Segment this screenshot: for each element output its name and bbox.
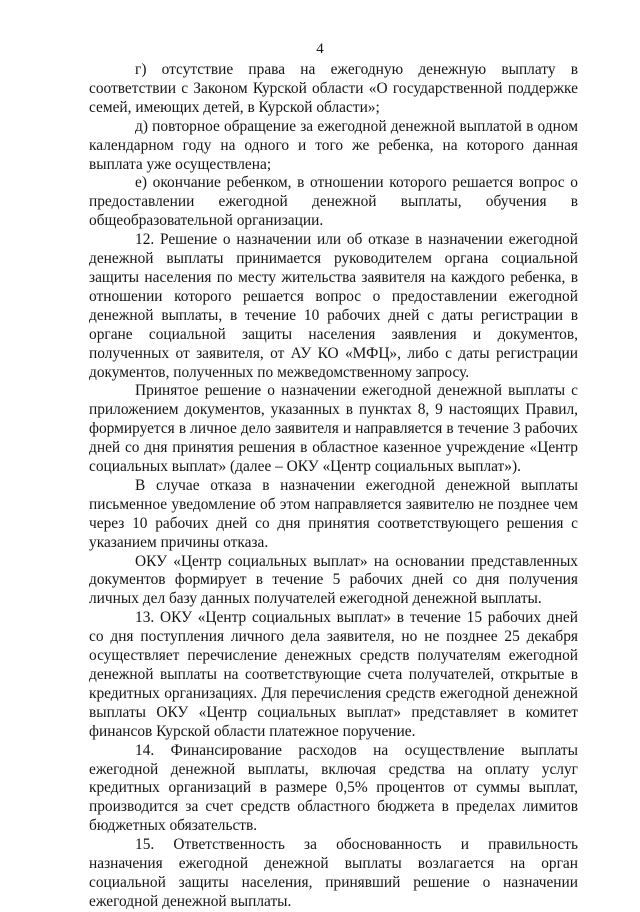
paragraph-clause-15: 15. Ответственность за обоснованность и правильность назначения ежегодной денежной выплаты возлагается на орган социальной защиты населения, принявший решение о назначении ежегодной денежной выплаты. — [89, 836, 578, 910]
paragraph-clause-13: 13. ОКУ «Центр социальных выплат» в течение 15 рабочих дней со дня поступления личного дела заявителя, но не позднее 25 декабря осуществляет перечисление денежных средств получателям ежегодной денежной выплаты на соответствующие счета получателей, открытые в кредитных организациях. Для перечисления средств ежегодной денежной выплаты ОКУ «Центр социальных выплат» представляет в комитет финансов Курской области платежное поручение. — [89, 609, 578, 740]
paragraph-clause-12: 12. Решение о назначении или об отказе в назначении ежегодной денежной выплаты принимается руководителем органа социальной защиты населения по месту жительства заявителя на каждого ребенка, в отношении которого решается вопрос о предоставлении ежегодной денежной выплаты, в течение 10 рабочих дней с даты регистрации в органе социальной защиты населения заявления и документов, полученных от заявителя, от АУ КО «МФЦ», либо с даты регистрации документов, полученных по межведомственному запросу. — [89, 231, 578, 381]
paragraph-item-g: г) отсутствие права на ежегодную денежную выплату в соответствии с Законом Курской области «О государственной поддержке семей, имеющих детей, в Курской области»; — [89, 61, 578, 116]
document-body — [89, 61, 578, 912]
paragraph-item-e: е) окончание ребенком, в отношении которого решается вопрос о предоставлении ежегодной денежной выплаты, обучения в общеобразовательной организации. — [89, 174, 578, 230]
paragraph-refusal-notice: В случае отказа в назначении ежегодной денежной выплаты письменное уведомление об этом направляется заявителю не позднее чем через 10 рабочих дней со дня принятия соответствующего решения с указанием причины отказа. — [89, 476, 578, 551]
paragraph-clause-14: 14. Финансирование расходов на осуществление выплаты ежегодной денежной выплаты, включая средства на оплату услуг кредитных организаций в размере 0,5% процентов от суммы выплат, производится за счет средств областного бюджета в пределах лимитов бюджетных обязательств. — [89, 741, 578, 835]
paragraph-item-d: д) повторное обращение за ежегодной денежной выплатой в одном календарном году на одного и того же ребенка, на которого данная выплата уже осуществлена; — [89, 117, 578, 173]
paragraph-decision-forwarding: Принятое решение о назначении ежегодной денежной выплаты с приложением документов, указанных в пунктах 8, 9 настоящих Правил, формируется в личное дело заявителя и направляется в течение 3 рабочих дней со дня принятия решения в областное казенное учреждение «Центр социальных выплат» (далее – ОКУ «Центр социальных выплат»). — [89, 382, 578, 476]
page-number: 4 — [316, 41, 324, 57]
paragraph-database-formation: ОКУ «Центр социальных выплат» на основании представленных документов формирует в течение 5 рабочих дней со дня получения личных дел базу данных получателей ежегодной денежной выплаты. — [89, 552, 578, 608]
